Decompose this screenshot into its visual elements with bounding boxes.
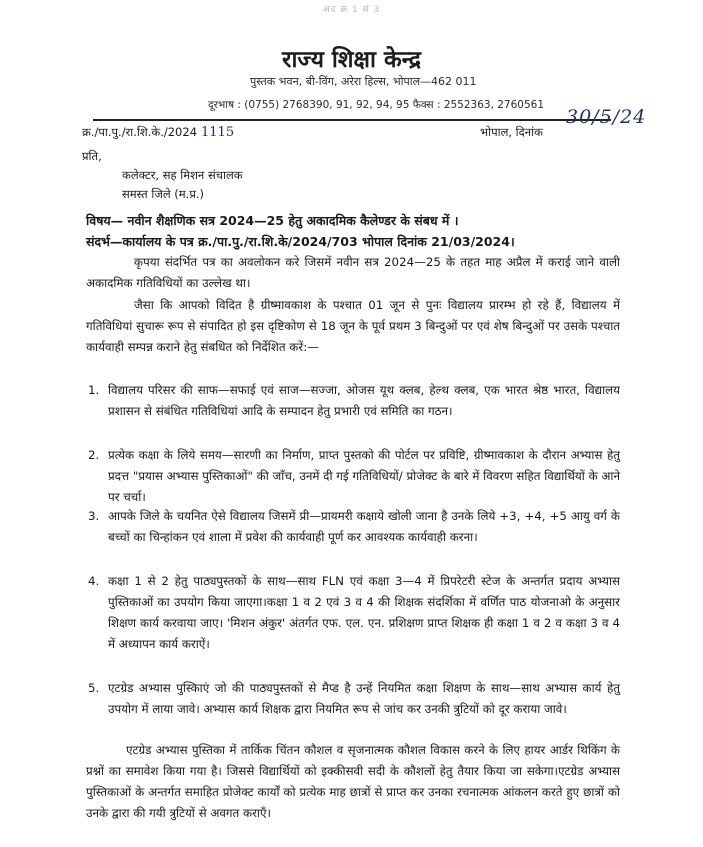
- list-item: [90, 445, 620, 508]
- organization-address: पुस्तक भवन, बी-विंग, अरेरा हिल्स, भोपाल—462 011: [250, 75, 477, 88]
- list-item-number: 5.: [88, 681, 100, 695]
- list-item-text: आपके जिले के चयनित ऐसे विद्यालय जिसमें प्री—प्रायमरी कक्षाये खोली जाना है उनके लिये +3, +4, +5 आयु वर्ग के बच्चों का चिन्हांकन एवं शाला में प्रवेश की कार्यवाही पूर्ण कर आवश्यक कार्यवाही करना।: [108, 509, 620, 544]
- reference-handwritten: 1115: [201, 125, 235, 140]
- list-item-text: कक्षा 1 से 2 हेतु पाठ्यपुस्तकों के साथ—साथ FLN एवं कक्षा 3—4 में प्रिपरेटरी स्टेज के अन्तर्गत प्रदाय अभ्यास पुस्तिकाओं का उपयोग किया जाएगा।कक्षा 1 व 2 एवं 3 व 4 की शिक्षक संदर्शिका में वर्णित पाठ योजनाओ के अनुसार शिक्षण कार्य करवाया जाए। 'मिशन अंकुर' अंतर्गत एफ. एल. एन. प्रशिक्षण प्राप्त शिक्षक ही कक्षा 1 व 2 व कक्षा 3 व 4 में अध्यापन कार्य कराऐं।: [108, 574, 620, 651]
- list-item-number: 3.: [88, 509, 100, 523]
- reference-number-text: क्र./पा.पु./रा.शि.के./2024: [82, 125, 198, 139]
- organization-phones: दूरभाष : (0755) 2768390, 91, 92, 94, 95 फैक्स : 2552363, 2760561: [208, 99, 545, 111]
- list-item-number: 2.: [88, 448, 100, 462]
- faint-top-mark: अद क्र 1 सं 3: [322, 5, 381, 15]
- paragraph-2: जैसा कि आपको विदित है ग्रीष्मावकाश के पश्चात 01 जून से पुनः विद्यालय प्रारम्भ हो रहे हैं, विद्यालय में गतिविधियां सुचारू रूप से संपादित हो इस दृष्टिकोण से 18 जून के पूर्व प्रथम 3 बिन्दुओं पर एवं शेष बिन्दुओं पर उसके पश्चात कार्यवाही सम्पन्न कराने हेतु संबधित को निर्देशित करें:—: [86, 298, 620, 354]
- place-date-label: भोपाल, दिनांक: [480, 125, 543, 139]
- paragraph-1: कृपया संदर्भित पत्र का अवलोकन करे जिसमें नवीन सत्र 2024—25 के तहत माह अप्रैल में कराई जाने वाली अकादमिक गतिविधियों का उल्लेख था।: [86, 255, 620, 290]
- addressee-line-2: समस्त जिले (म.प्र.): [122, 187, 205, 201]
- subject-line: विषय— नवीन शैक्षणिक सत्र 2024—25 हेतु अकादमिक कैलेण्डर के संबध में ।: [86, 213, 459, 228]
- list-item-number: 4.: [88, 574, 100, 588]
- paragraph-3: एटग्रेड अभ्यास पुस्तिका में तार्किक चिंतन कौशल व सृजनात्मक कौशल विकास करने के लिए हायर आर्डर थिकिंग के प्रश्नों का समावेश किया गया है। जिससे विद्यार्थियों को इक्कीसवी सदी के कौशलों हेतु तैयार किया जा सकेगा।एटग्रेड अभ्यास पुस्तिकाओं के अन्तर्गत समाहित प्रोजेक्ट कार्यों को प्रत्येक माह छात्रों से प्राप्त कर उनका रचनात्मक आंकलन करते हुए छात्रों को उनके द्वारा की गयी त्रुटियों से अवगत कराएँ।: [86, 743, 620, 820]
- reference-line: संदर्भ—कार्यालय के पत्र क्र./पा.पु./रा.शि.के/2024/703 भोपाल दिनांक 21/03/2024।: [86, 234, 515, 249]
- list-item-text: एटग्रेड अभ्यास पुस्किाएं जो की पाठ्यपुस्तकों से मैप्ड है उन्हें नियमित कक्षा शिक्षण के साथ—साथ अभ्यास कार्य हेतु उपयोग में लाया जावे। अभ्यास कार्य शिक्षक द्वारा नियमित रूप से जांच कर उनकी त्रुटियों को दूर कराया जावे।: [108, 681, 620, 716]
- list-item-text: प्रत्येक कक्षा के लिये समय—सारणी का निर्माण, प्राप्त पुस्तको की पोर्टल पर प्रविष्टि, ग्रीष्मावकाश के दौरान अभ्यास हेतु प्रदत्त "प्रयास अभ्यास पुस्तिकाओं" की जाँच, उनमें दी गई गतिविधियों/ प्रोजेक्ट के बारे में विवरण सहित विद्यार्थियों के आने पर चर्चा।: [108, 448, 620, 504]
- handwritten-date: 30/5/24: [566, 106, 647, 128]
- list-item: [90, 380, 620, 422]
- list-item: [90, 571, 620, 655]
- header-rule: [93, 119, 611, 121]
- reference-number: [82, 125, 234, 140]
- list-item-number: 1.: [88, 383, 100, 397]
- list-item: [90, 506, 620, 548]
- organization-name: राज्य शिक्षा केन्द्र: [282, 47, 421, 73]
- addressee-prefix: प्रति,: [82, 149, 102, 163]
- list-item: [90, 678, 620, 720]
- addressee-line-1: कलेक्टर, सह मिशन संचालक: [122, 168, 243, 182]
- list-item-text: विद्यालय परिसर की साफ—सफाई एवं साज—सज्जा, ओजस यूथ क्लब, हेल्थ क्लब, एक भारत श्रेष्ठ भारत, विद्यालय प्रशासन से संबंधित गतिविधियां आदि के सम्पादन हेतु प्रभारी एवं समिति का गठन।: [108, 383, 620, 418]
